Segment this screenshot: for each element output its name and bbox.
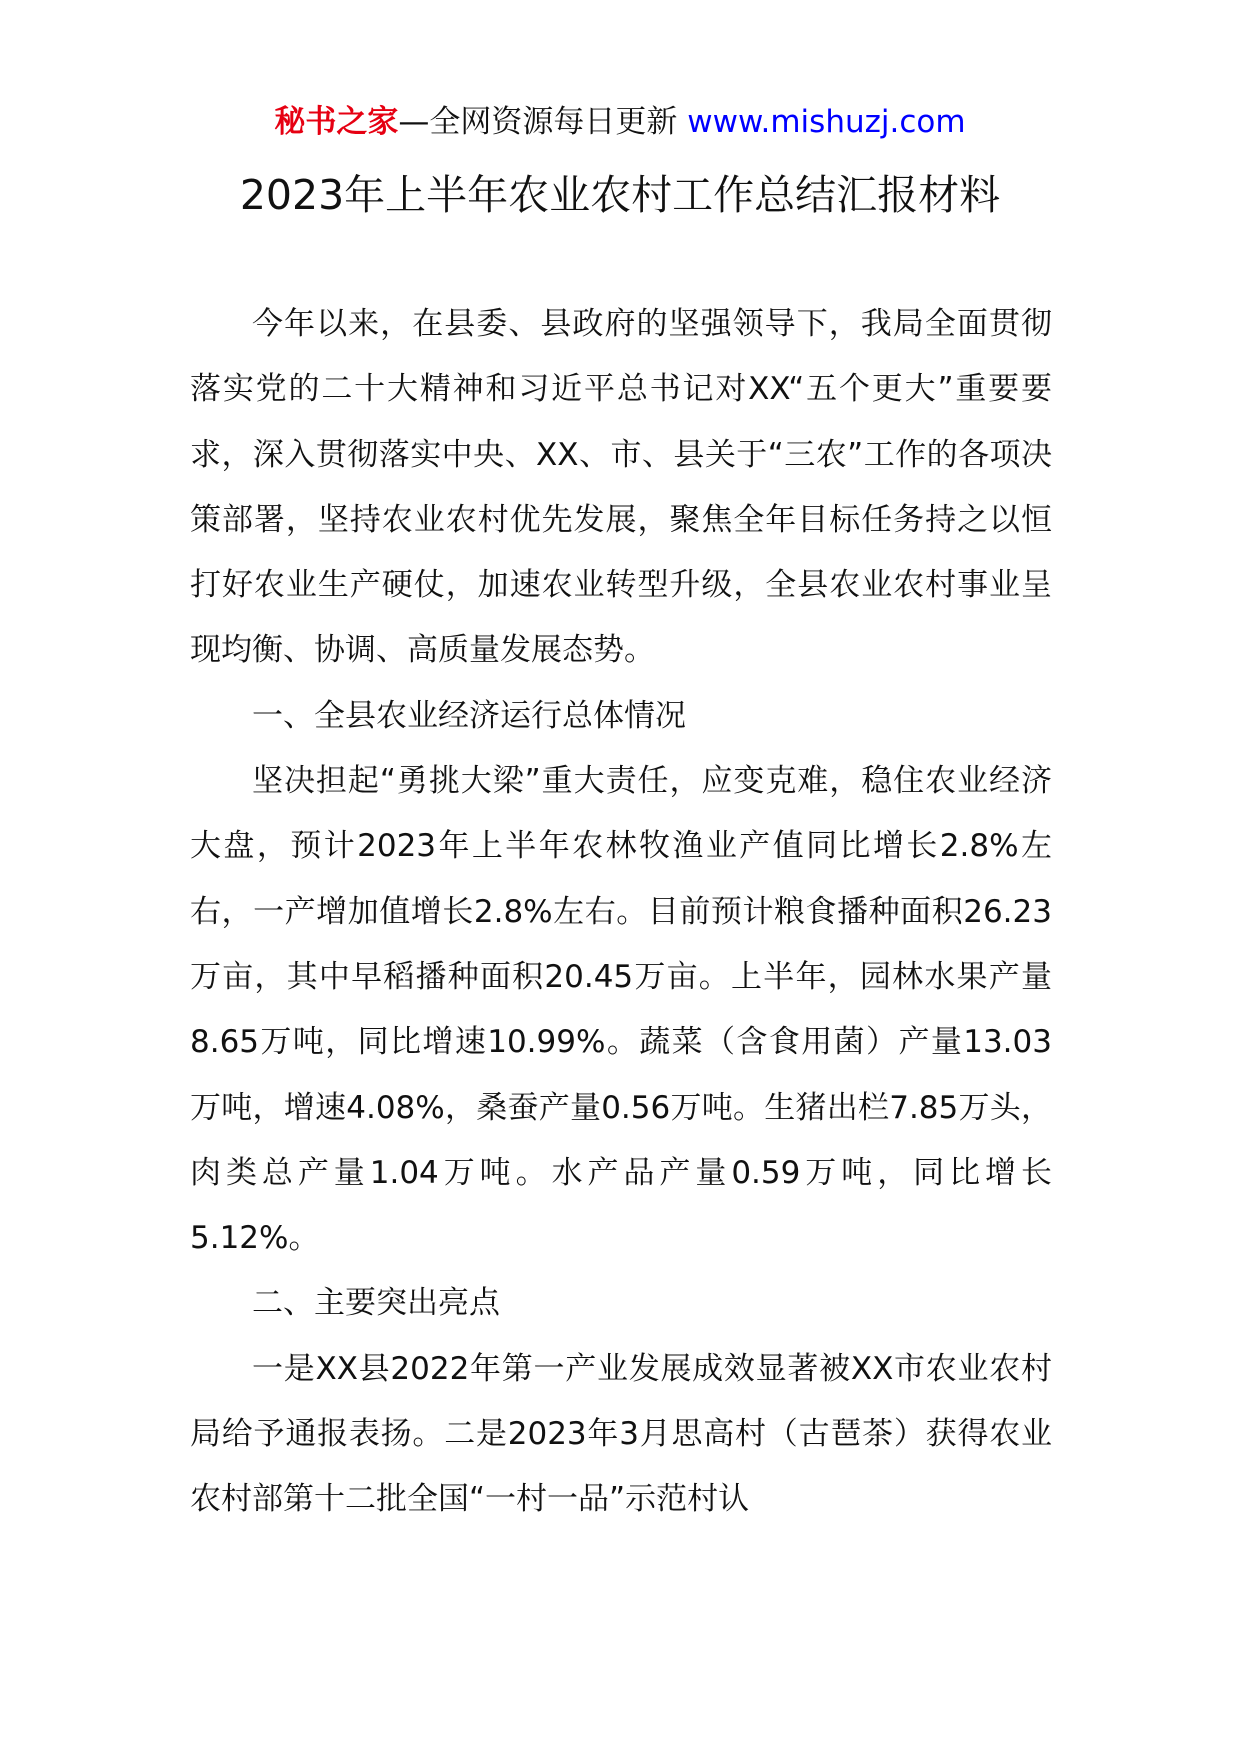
- highlights-paragraph: 一是XX县2022年第一产业发展成效显著被XX市农业农村局给予通报表扬。二是2023年3月思高村（古琶茶）获得农业农村部第十二批全国“一村一品”示范村认: [190, 1350, 1052, 1518]
- site-header: [0, 100, 1240, 144]
- document-body: [190, 292, 1052, 1533]
- intro-paragraph: 今年以来，在县委、县政府的坚强领导下，我局全面贯彻落实党的二十大精神和习近平总书记对XX“五个更大”重要要求，深入贯彻落实中央、XX、市、县关于“三农”工作的各项决策部署，坚持农业农村优先发展，聚焦全年目标任务持之以恒打好农业生产硬仗，加速农业转型升级，全县农业农村事业呈现均衡、协调、高质量发展态势。: [190, 306, 1052, 669]
- section-heading-1: 一、全县农业经济运行总体情况: [252, 697, 686, 734]
- document-title: 2023年上半年农业农村工作总结汇报材料: [239, 171, 1001, 219]
- economy-paragraph: 坚决担起“勇挑大梁”重大责任，应变克难，稳住农业经济大盘，预计2023年上半年农林牧渔业产值同比增长2.8%左右，一产增加值增长2.8%左右。目前预计粮食播种面积26.23万亩，其中早稻播种面积20.45万亩。上半年，园林水果产量8.65万吨，同比增速10.99%。蔬菜（含食用菌）产量13.03万吨，增速4.08%，桑蚕产量0.56万吨。生猪出栏7.85万头，肉类总产量1.04万吨。水产品产量0.59万吨，同比增长5.12%。: [190, 763, 1052, 1257]
- header-tagline: —全网资源每日更新: [398, 104, 678, 140]
- site-url-link[interactable]: www.mishuzj.com: [687, 104, 966, 140]
- brand-name: 秘书之家: [274, 104, 399, 140]
- section-heading-2: 二、主要突出亮点: [252, 1285, 500, 1322]
